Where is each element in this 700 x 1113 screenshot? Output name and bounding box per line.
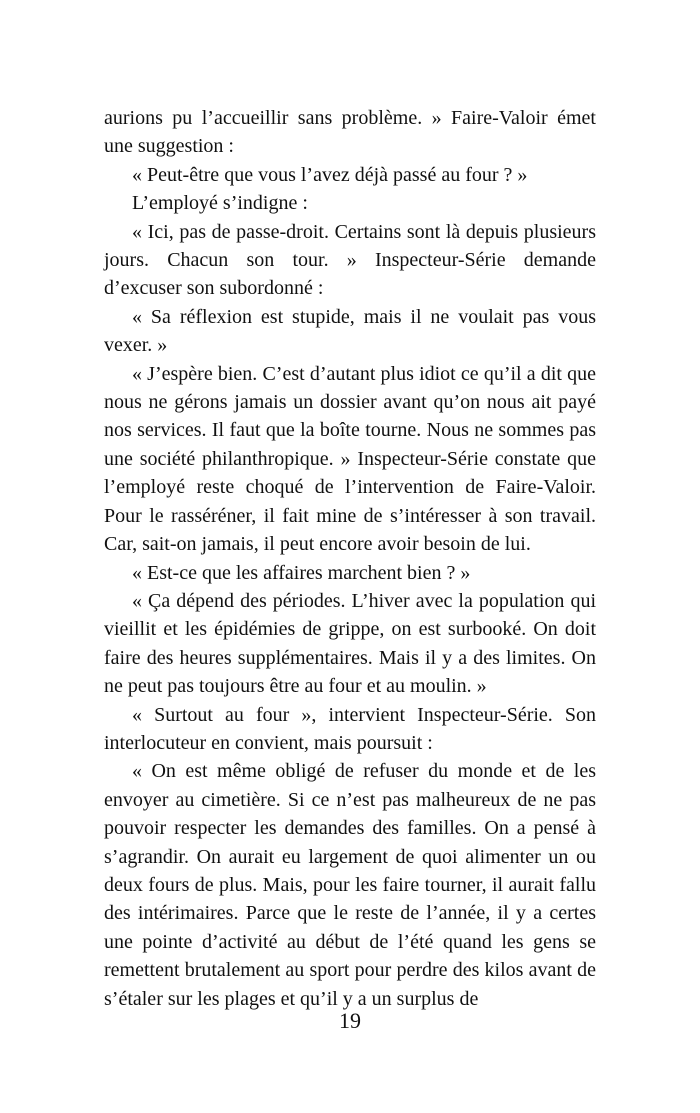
paragraph-1: aurions pu l’accueillir sans problème. » Faire-Valoir émet une suggestion :: [104, 107, 596, 158]
page-number: 19: [339, 1008, 361, 1033]
paragraph-3: L’employé s’indigne :: [132, 192, 308, 215]
paragraph-7: « Est-ce que les affaires marchent bien ? »: [132, 561, 471, 584]
paragraph-2: « Peut-être que vous l’avez déjà passé au four ? »: [132, 163, 528, 186]
paragraph-5: « Sa réflexion est stupide, mais il ne voulait pas vous vexer. »: [104, 305, 596, 357]
paragraph-4: « Ici, pas de passe-droit. Certains sont là depuis plusieurs jours. Chacun son tour. » Inspecteur-Série demande d’excuser son subordonné :: [104, 220, 596, 300]
paragraph-10: « On est même obligé de refuser du monde et de les envoyer au cimetière. Si ce n’est pas malheureux de ne pas pouvoir respecter les demandes des familles. On a pensé à s’agrandir. On aurait eu largement de quoi alimenter un ou deux fours de plus. Mais, pour les faire tourner, il aurait fallu des intérimaires. Parce que le reste de l’année, il y a certes une pointe d’activité au début de l’été quand les gens se remettent brutalement au sport pour perdre des kilos avant de s’étaler sur les plages et qu’il y a un surplus de: [104, 760, 596, 1010]
page-body: [104, 104, 596, 1010]
paragraph-6: « J’espère bien. C’est d’autant plus idiot ce qu’il a dit que nous ne gérons jamais un dossier avant qu’on nous ait payé nos services. Il faut que la boîte tourne. Nous ne sommes pas une société philanthropique. » Inspecteur-Série constate que l’employé reste choqué de l’intervention de Faire-Valoir. Pour le rasséréner, il fait mine de s’intéresser à son travail. Car, sait-on jamais, il peut encore avoir besoin de lui.: [104, 362, 596, 556]
paragraph-9: « Surtout au four », intervient Inspecteur-Série. Son interlocuteur en convient, mais poursuit :: [104, 703, 596, 754]
paragraph-8: « Ça dépend des périodes. L’hiver avec la population qui vieillit et les épidémies de grippe, on est surbooké. On doit faire des heures supplémentaires. Mais il y a des limites. On ne peut pas toujours être au four et au moulin. »: [104, 589, 596, 698]
